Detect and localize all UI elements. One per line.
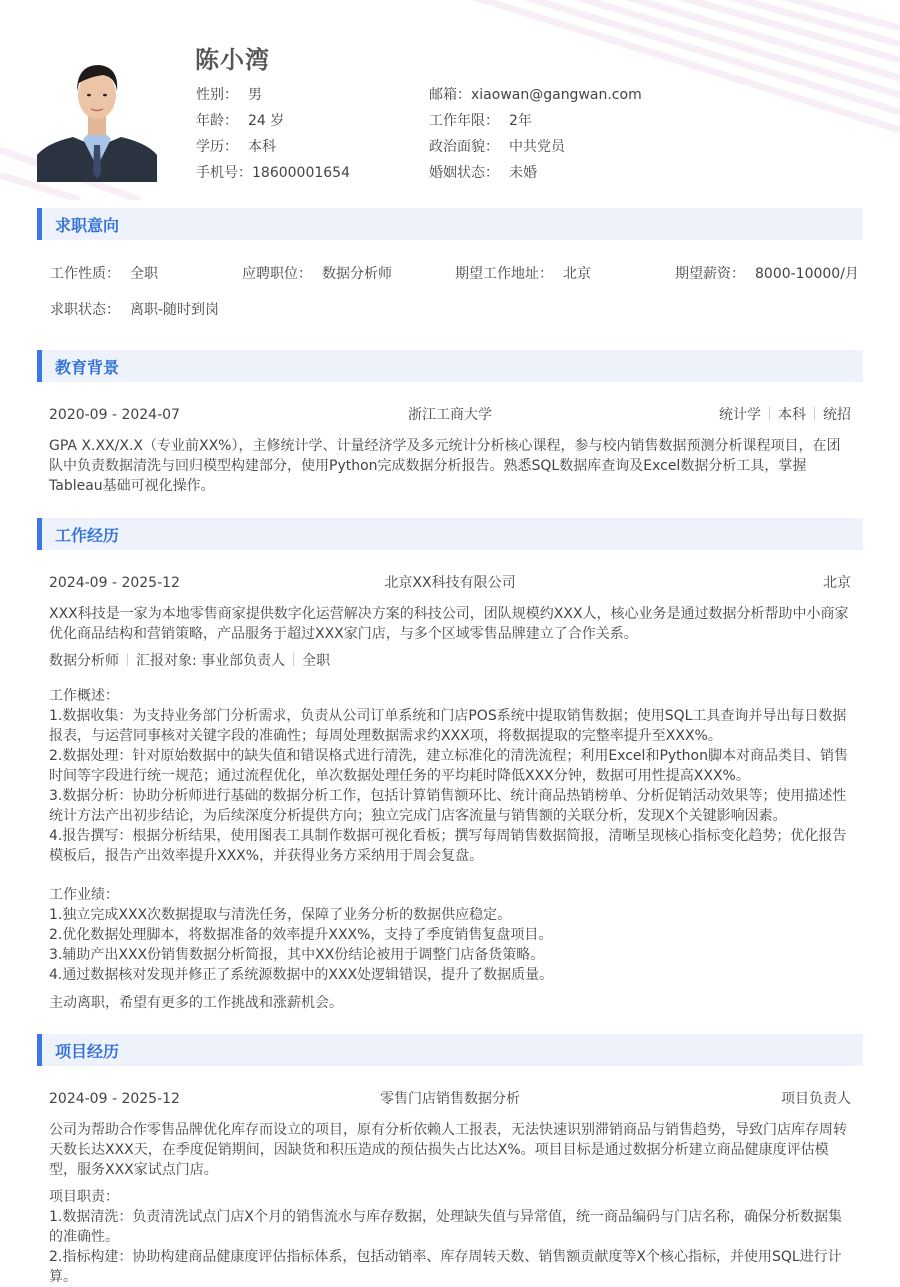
section-title: 工作经历 [55, 526, 120, 545]
section-intent-header [37, 208, 863, 240]
project-duties: 项目职责： 1.数据清洗：负责清洗试点门店X个月的销售流水与库存数据，处理缺失值与异常值，统一商品编码与门店名称，确保分析数据集 的准确性。 2.指标构建：协助构建商品健康度评估指标体系，包括动销率、库存周转天数、销售额贡献度等X个核心指标，并使用SQL进行计 算。 [49, 1189, 842, 1285]
project-name: 零售门店销售数据分析 [380, 1091, 520, 1107]
project-intro: 公司为帮助合作零售品牌优化库存而设立的项目，原有分析依赖人工报表，无法快速识别滞销商品与销售趋势，导致门店库存周转 天数长达XXX天，在季度促销期间，因缺货和积压造成的预估损失占比达X%。项目目标是通过数据分析建立商品健康度评估模 型，服务XXX家试点门店。 [49, 1122, 847, 1178]
intent-job-type: 工作性质： 全职 [50, 266, 158, 282]
education-description: GPA X.XX/X.X（专业前XX%），主修统计学、计量经济学及多元统计分析核心课程，参与校内销售数据预测分析课程项目，在团 队中负责数据清洗与回归模型构建部分，使用Python完成数据分析报告。熟悉SQL数据库查询及Excel数据分析工具，掌握 Tableau基础可视化操作。 [49, 438, 841, 494]
intent-position: 应聘职位： 数据分析师 [242, 266, 392, 282]
info-gender: 性别： 男 [196, 87, 262, 103]
work-leave-reason: 主动离职，希望有更多的工作挑战和涨薪机会。 [49, 995, 343, 1011]
work-achievements: 工作业绩： 1.独立完成XXX次数据提取与清洗任务，保障了业务分析的数据供应稳定。 2.优化数据处理脚本，将数据准备的效率提升XXX%，支持了季度销售复盘项目。 3.辅助产出XXX份销售数据分析简报，其中XX份结论被用于调整门店备货策略。 4.通过数据核对发现并修正了系统源数据中的XXX处逻辑错误，提升了数据质量。 [49, 887, 554, 983]
work-overview: 工作概述： 1.数据收集：为支持业务部门分析需求，负责从公司订单系统和门店POS系统中提取销售数据；使用SQL工具查询并导出每日数据 报表，与运营同事核对关键字段的准确性；每周处理数据需求约XXX项，将数据提取的完整率提升至XXX%。 2.数据处理：针对原始数据中的缺失值和错误格式进行清洗，建立标准化的清洗流程；利用Excel和Python脚本对商品类目、销售 时间等字段进行统一规范；通过流程优化，单次数据处理任务的平均耗时降低XXX分钟，数据可用性提高XXX%。 3.数据分析：协助分析师进行基础的数据分析工作，包括计算销售额环比、统计商品热销榜单、分析促销活动效果等；使用描述性 统计方法产出初步结论，为后续深度分析提供方向；独立完成门店客流量与销售额的关联分析，发现X个关键影响因素。 4.报告撰写：根据分析结果，使用图表工具制作数据可视化看板；撰写每周销售数据简报，清晰呈现核心指标变化趋势；优化报告 模板后，报告产出效率提升XXX%，并获得业务方采纳用于周会复盘。 [49, 688, 848, 864]
project-period: 2024-09 - 2025-12 [49, 1091, 180, 1107]
work-company: 北京XX科技有限公司 [384, 575, 516, 591]
info-work-years: 工作年限： 2年 [429, 113, 532, 129]
info-marital: 婚姻状态： 未婚 [429, 165, 537, 181]
project-role: 项目负责人 [781, 1091, 851, 1107]
section-project-header [37, 1034, 863, 1066]
section-education-header [37, 350, 863, 382]
education-row [49, 405, 851, 425]
candidate-name: 陈小湾 [195, 46, 270, 74]
work-city: 北京 [823, 575, 851, 591]
intent-location: 期望工作地址： 北京 [455, 266, 591, 282]
info-political: 政治面貌： 中共党员 [429, 139, 565, 155]
intent-status: 求职状态： 离职-随时到岗 [50, 302, 220, 318]
info-age: 年龄： 24 岁 [196, 113, 285, 129]
intent-salary: 期望薪资： 8000-10000/月 [675, 266, 859, 282]
info-email: 邮箱：xiaowan@gangwan.com [429, 87, 642, 103]
info-phone: 手机号：18600001654 [196, 165, 350, 181]
profile-photo [37, 47, 157, 182]
section-title: 教育背景 [55, 358, 120, 377]
section-title: 求职意向 [55, 216, 120, 235]
work-row [49, 573, 851, 593]
project-row [49, 1089, 851, 1109]
info-education: 学历： 本科 [196, 139, 276, 155]
education-school: 浙江工商大学 [408, 407, 492, 423]
section-work-header [37, 518, 863, 550]
education-period: 2020-09 - 2024-07 [49, 407, 180, 423]
work-period: 2024-09 - 2025-12 [49, 575, 180, 591]
education-tags: 统计学 本科 统招 [719, 407, 851, 423]
section-title: 项目经历 [55, 1042, 120, 1061]
work-company-intro: XXX科技是一家为本地零售商家提供数字化运营解决方案的科技公司，团队规模约XXX人，核心业务是通过数据分析帮助中小商家 优化商品结构和营销策略，产品服务于超过XXX家门店，与多个区域零售品牌建立了合作关系。 [49, 606, 849, 642]
work-tags: 数据分析师 汇报对象: 事业部负责人 全职 [49, 653, 331, 669]
